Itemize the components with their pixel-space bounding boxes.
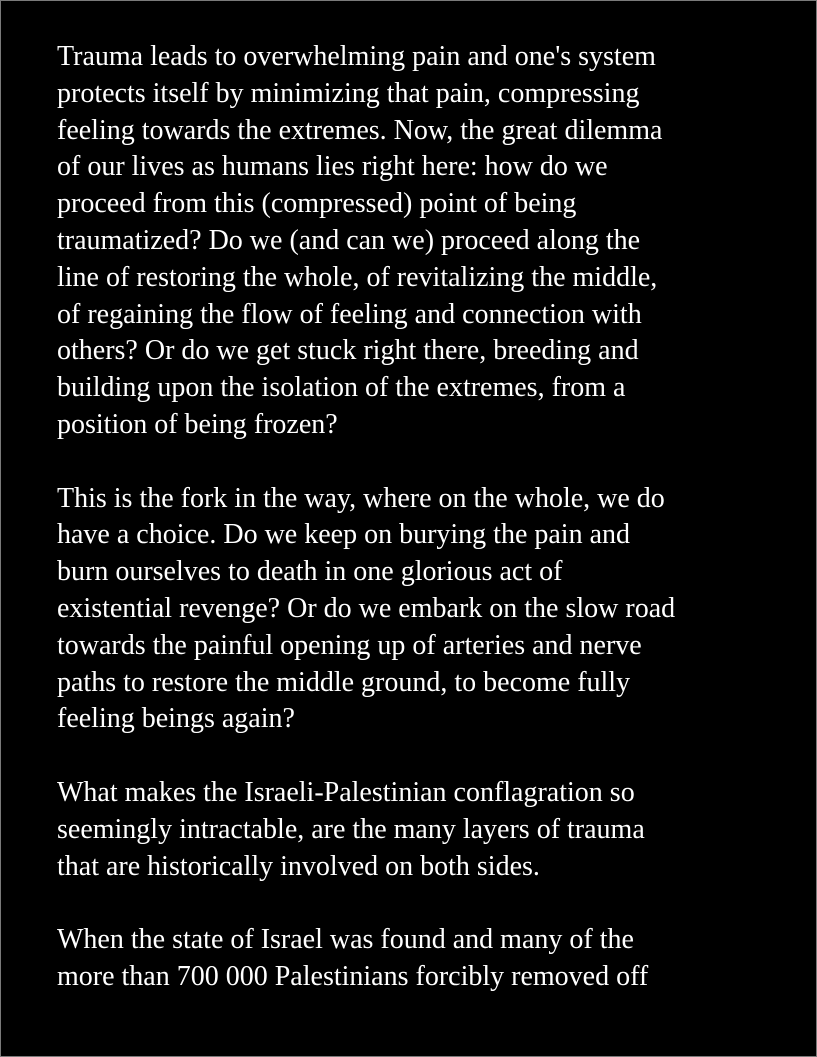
text-line: of regaining the flow of feeling and connection with [57,298,642,330]
text-line: building upon the isolation of the extremes, from a [57,372,626,404]
text-line: towards the painful opening up of arteries and nerve [57,629,642,661]
text-line: others? Or do we get stuck right there, breeding and [57,335,639,367]
text-line: existential revenge? Or do we embark on the slow road [57,592,676,624]
paragraph-3 [57,775,777,885]
text-line: burn ourselves to death in one glorious act of [57,556,563,588]
paragraph-1 [57,39,777,444]
text-line: feeling towards the extremes. Now, the great dilemma [57,114,663,146]
text-line: traumatized? Do we (and can we) proceed along the [57,224,641,256]
text-line: proceed from this (compressed) point of being [57,188,577,220]
paragraph-2 [57,481,777,739]
text-line: more than 700 000 Palestinians forcibly removed off [57,960,649,992]
text-line: This is the fork in the way, where on the whole, we do [57,482,665,514]
text-line: of our lives as humans lies right here: how do we [57,151,608,183]
text-line: seemingly intractable, are the many layers of trauma [57,813,645,845]
document-body [57,39,777,996]
paragraph-4 [57,922,777,996]
text-line: line of restoring the whole, of revitalizing the middle, [57,261,658,293]
text-line: feeling beings again? [57,703,295,735]
text-line: What makes the Israeli-Palestinian conflagration so [57,776,635,808]
text-line: Trauma leads to overwhelming pain and one's system [57,41,656,72]
text-line: protects itself by minimizing that pain, compressing [57,77,640,109]
text-line: that are historically involved on both sides. [57,850,540,882]
text-line: position of being frozen? [57,408,338,440]
text-line: paths to restore the middle ground, to become fully [57,666,631,698]
text-line: have a choice. Do we keep on burying the pain and [57,519,631,551]
text-line: When the state of Israel was found and many of the [57,924,634,956]
